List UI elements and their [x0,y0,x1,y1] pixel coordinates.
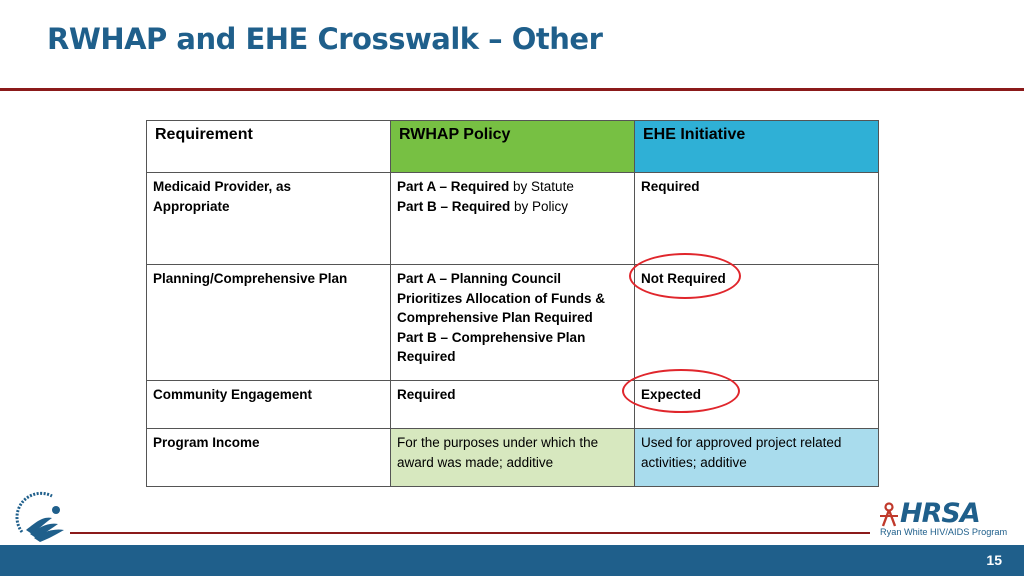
table-row [147,265,879,381]
rwhap-cell [391,265,635,381]
cell-line: activities; additive [641,454,747,470]
hrsa-wordmark: HRSA [900,498,980,529]
cell-line [397,177,628,197]
normal-text: by Statute [509,179,574,194]
bold-text: Part A – Required [397,179,510,194]
slide-title: RWHAP and EHE Crosswalk – Other [47,22,603,56]
footer-bar [0,545,1024,576]
hrsa-logo [876,498,1008,540]
requirement-cell: Community Engagement [147,381,391,429]
hrsa-program-name: Ryan White HIV/AIDS Program [880,527,1008,537]
rwhap-cell [391,429,635,487]
page-number: 15 [986,552,1002,568]
title-divider [0,88,1024,91]
cell-line: Medicaid Provider, as [153,179,292,194]
footer-divider [70,532,870,534]
table-row [147,173,879,265]
cell-line: Required [397,349,456,364]
header-requirement: Requirement [147,121,391,173]
cell-line: award was made; additive [397,454,554,470]
requirement-cell: Program Income [147,429,391,487]
rwhap-cell [391,173,635,265]
highlight-circle-not-required [629,253,741,299]
normal-text: by Policy [510,198,569,214]
rwhap-cell: Required [391,381,635,429]
crosswalk-table [146,120,879,487]
cell-line [397,197,628,217]
cell-line: Appropriate [153,198,230,214]
cell-line: Used for approved project related [641,435,842,450]
ehe-cell: Expected [635,381,879,429]
ryan-white-ribbon-icon [878,502,900,528]
cell-line: Comprehensive Plan Required [397,310,593,325]
header-rwhap-policy: RWHAP Policy [391,121,635,173]
header-ehe-initiative: EHE Initiative [635,121,879,173]
table-row [147,429,879,487]
highlight-circle-expected [622,369,740,413]
ehe-cell [635,429,879,487]
cell-line: Part B – Comprehensive Plan [397,329,586,345]
ehe-cell: Not Required [635,265,879,381]
table-row [147,381,879,429]
ehe-cell: Required [635,173,879,265]
cell-line: For the purposes under which the [397,435,599,450]
cell-line: Part A – Planning Council [397,271,562,286]
cell-line: Prioritizes Allocation of Funds & [397,290,606,306]
bold-text: Part B – Required [397,198,511,214]
requirement-cell [147,173,391,265]
hhs-seal-icon [12,488,70,544]
table-header-row [147,121,879,173]
requirement-cell: Planning/Comprehensive Plan [147,265,391,381]
